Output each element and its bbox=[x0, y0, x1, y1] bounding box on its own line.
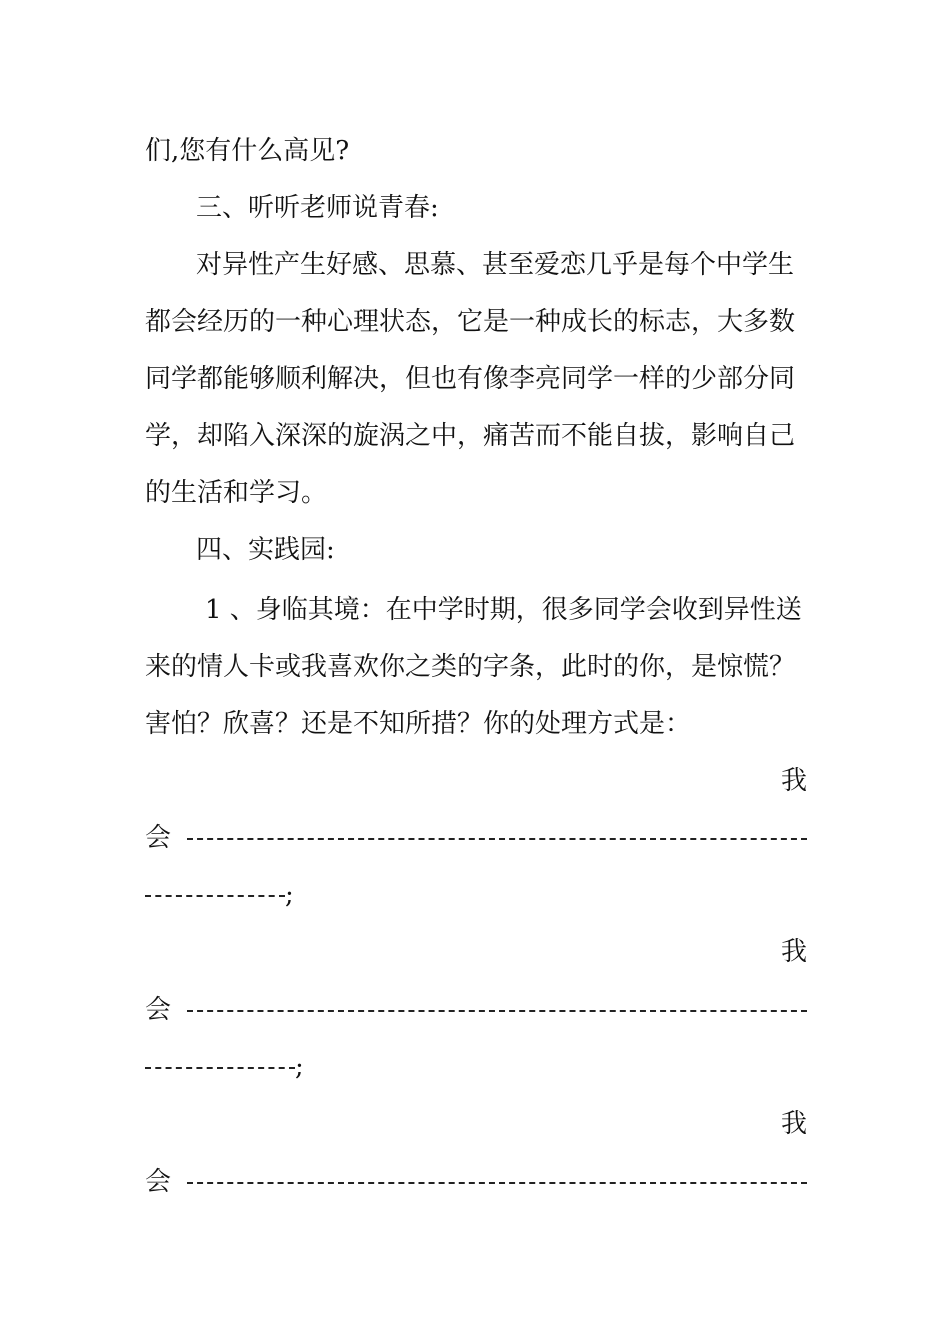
paragraph-line: 对异性产生好感、思慕、甚至爱恋几乎是每个中学生 bbox=[196, 250, 795, 280]
answer-prefix-wo: 我 bbox=[780, 1109, 807, 1139]
dashed-blank bbox=[187, 838, 807, 840]
paragraph-line: 害怕？欣喜？还是不知所措？你的处理方式是： bbox=[145, 709, 692, 739]
answer-blank-end[interactable] bbox=[145, 1047, 304, 1087]
section-heading: 三、听听老师说青春: bbox=[196, 193, 439, 223]
dashed-blank bbox=[187, 1010, 807, 1012]
answer-blank-line[interactable] bbox=[145, 990, 807, 1030]
paragraph-line: 同学都能够顺利解决，但也有像李亮同学一样的少部分同 bbox=[145, 364, 796, 394]
answer-blank-end[interactable] bbox=[145, 875, 294, 915]
answer-prefix-hui: 会 bbox=[145, 823, 172, 853]
paragraph-line: 都会经历的一种心理状态，它是一种成长的标志，大多数 bbox=[145, 307, 796, 337]
paragraph-line: 1 、身临其境：在中学时期，很多同学会收到异性送 bbox=[205, 595, 802, 625]
answer-blank-line[interactable] bbox=[145, 818, 807, 858]
answer-blank-line[interactable] bbox=[145, 1162, 807, 1202]
dashed-blank bbox=[187, 1182, 807, 1184]
dashed-blank bbox=[145, 1067, 295, 1069]
section-heading: 四、实践园: bbox=[196, 535, 335, 565]
answer-prefix-hui: 会 bbox=[145, 1167, 172, 1197]
semicolon: ; bbox=[295, 1052, 304, 1082]
answer-prefix-hui: 会 bbox=[145, 995, 172, 1025]
dashed-blank bbox=[145, 895, 285, 897]
answer-prefix-wo: 我 bbox=[780, 937, 807, 967]
paragraph-line: 来的情人卡或我喜欢你之类的字条，此时的你，是惊慌？ bbox=[145, 652, 796, 682]
paragraph-line: 们,您有什么高见? bbox=[145, 136, 350, 166]
semicolon: ; bbox=[285, 880, 294, 910]
paragraph-line: 的生活和学习。 bbox=[145, 478, 328, 508]
answer-prefix-wo: 我 bbox=[780, 766, 807, 796]
paragraph-line: 学，却陷入深深的旋涡之中，痛苦而不能自拔，影响自己 bbox=[145, 421, 796, 451]
